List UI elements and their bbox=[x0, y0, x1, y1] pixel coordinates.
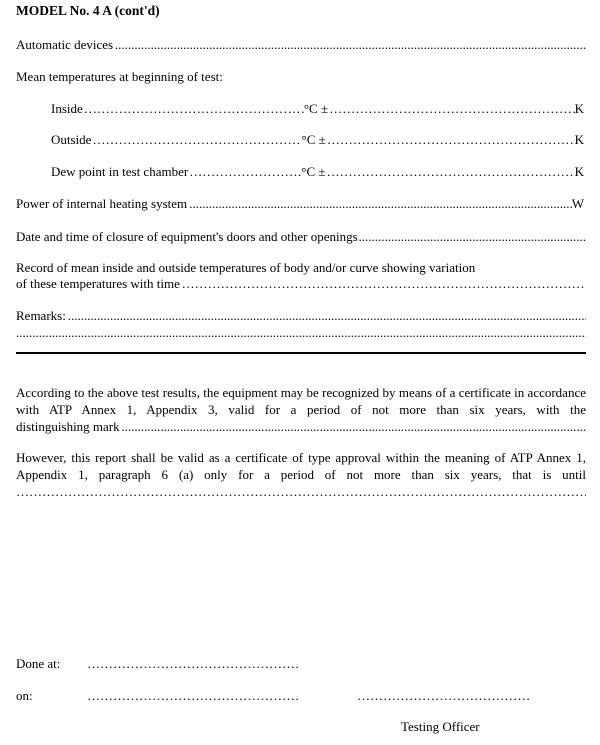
officer-signature-row bbox=[357, 688, 530, 704]
page-title: MODEL No. 4 A (cont'd) bbox=[16, 3, 160, 18]
inside-celsius-field[interactable] bbox=[84, 101, 304, 117]
inside-celsius-unit: °C ± bbox=[303, 101, 329, 116]
outside-celsius-unit: °C ± bbox=[301, 132, 326, 147]
certificate-paragraph-1 bbox=[16, 384, 586, 435]
outside-label: Outside bbox=[51, 132, 92, 147]
inside-kelvin-unit: K bbox=[574, 101, 584, 116]
automatic-devices-row bbox=[16, 37, 586, 53]
closure-field[interactable] bbox=[359, 229, 586, 245]
inside-kelvin-field[interactable] bbox=[329, 101, 574, 117]
outside-temperature-row bbox=[51, 132, 584, 148]
inside-temperature-row bbox=[51, 101, 584, 117]
outside-kelvin-unit: K bbox=[574, 132, 585, 147]
certificate-paragraph-2-text: However, this report shall be valid as a certificate of type approval within the meaning of ATP Annex 1, Appendix 1, paragraph 6 (a) only for a period of not more than six years, that is until bbox=[16, 450, 586, 482]
section-divider bbox=[16, 352, 586, 354]
remarks-label: Remarks: bbox=[16, 308, 66, 323]
outside-kelvin-field[interactable] bbox=[327, 132, 575, 148]
power-unit: W bbox=[571, 196, 584, 211]
remarks-row-2 bbox=[16, 325, 586, 341]
on-label: on: bbox=[16, 688, 33, 703]
dew-point-celsius-field[interactable] bbox=[189, 164, 301, 180]
distinguishing-mark-label: distinguishing mark bbox=[16, 419, 120, 434]
valid-until-field[interactable] bbox=[16, 483, 586, 500]
record-field[interactable] bbox=[182, 276, 586, 292]
record-row bbox=[16, 276, 586, 292]
power-label: Power of internal heating system bbox=[16, 196, 188, 211]
remarks-field-2[interactable] bbox=[16, 325, 586, 341]
done-at-label: Done at: bbox=[16, 656, 61, 671]
outside-celsius-field[interactable] bbox=[93, 132, 302, 148]
distinguishing-mark-field[interactable] bbox=[121, 418, 586, 435]
closure-label: Date and time of closure of equipment's doors and other openings bbox=[16, 229, 358, 244]
dew-point-kelvin-unit: K bbox=[574, 164, 584, 179]
dew-point-label: Dew point in test chamber bbox=[51, 164, 189, 179]
dew-point-celsius-unit: °C ± bbox=[301, 164, 326, 179]
remarks-row bbox=[16, 308, 586, 324]
officer-signature-field[interactable] bbox=[357, 688, 530, 704]
dew-point-kelvin-field[interactable] bbox=[327, 164, 575, 180]
dew-point-row bbox=[51, 164, 584, 180]
on-date-field[interactable] bbox=[87, 688, 299, 704]
done-at-field[interactable] bbox=[87, 656, 299, 672]
done-at-row bbox=[87, 656, 299, 672]
automatic-devices-field[interactable] bbox=[115, 37, 586, 53]
mean-temperatures-heading: Mean temperatures at beginning of test: bbox=[16, 69, 223, 84]
power-field[interactable] bbox=[189, 196, 572, 212]
remarks-field-1[interactable] bbox=[68, 308, 586, 324]
testing-officer-label: Testing Officer bbox=[401, 719, 480, 734]
inside-label: Inside bbox=[51, 101, 83, 116]
closure-row bbox=[16, 229, 586, 245]
power-row bbox=[16, 196, 584, 212]
record-line-1: Record of mean inside and outside temperatures of body and/or curve showing variation bbox=[16, 260, 476, 275]
certificate-paragraph-2 bbox=[16, 449, 586, 500]
automatic-devices-label: Automatic devices bbox=[16, 37, 114, 52]
record-line-2: of these temperatures with time bbox=[16, 276, 180, 291]
certificate-paragraph-1-text: According to the above test results, the equipment may be recognized by means of a certificate in accordance with ATP Annex 1, Appendix 3, valid for a period of not more than six years, with the bbox=[16, 385, 586, 417]
on-row bbox=[87, 688, 299, 704]
